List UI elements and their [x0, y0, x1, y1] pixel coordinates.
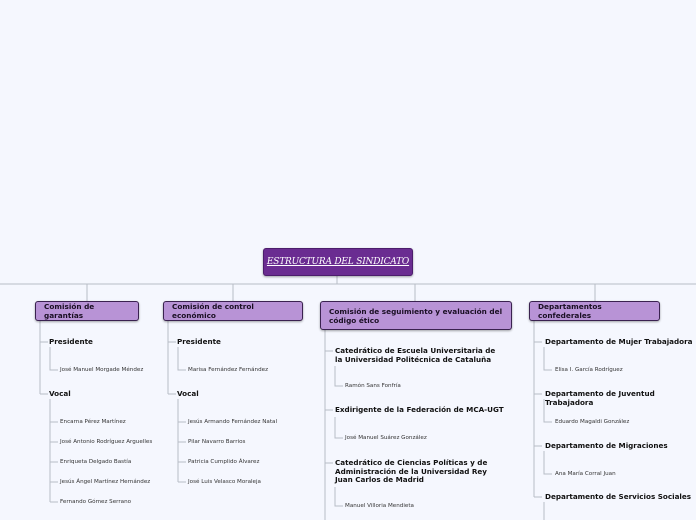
subtopic-servicios-sociales[interactable]: Departamento de Servicios Sociales [545, 492, 692, 501]
leaf-member[interactable]: José Antonio Rodríguez Arguelles [60, 439, 153, 445]
subtopic-migraciones[interactable]: Departamento de Migraciones [545, 441, 668, 450]
leaf-member[interactable]: José Manuel Suárez González [345, 435, 427, 441]
leaf-member[interactable]: Ramón Sans Fonfría [345, 383, 401, 389]
leaf-member[interactable]: José Manuel Morgade Méndez [60, 367, 144, 373]
leaf-member[interactable]: Eduardo Magaldi González [555, 419, 630, 425]
leaf-member[interactable]: Patricia Cumplido Álvarez [188, 459, 260, 465]
leaf-member[interactable]: Jesús Ángel Martínez Hernández [60, 479, 151, 485]
root-topic[interactable]: ESTRUCTURA DEL SINDICATO [263, 248, 413, 276]
leaf-member[interactable]: Jesús Armando Fernández Natal [188, 419, 278, 425]
branch-comision-garantias[interactable]: Comisión de garantías [35, 301, 139, 321]
leaf-member[interactable]: Enriqueta Delgado Bastía [60, 459, 132, 465]
leaf-member[interactable]: Marisa Fernández Fernández [188, 367, 269, 373]
subtopic-vocal[interactable]: Vocal [177, 389, 199, 398]
subtopic-vocal[interactable]: Vocal [49, 389, 71, 398]
subtopic-catedratico-urjc[interactable]: Catedrático de Ciencias Políticas y de Administración de la Universidad Rey Juan Carlos de Madrid [335, 458, 488, 485]
leaf-member[interactable]: Manuel Villoria Mendieta [345, 503, 414, 509]
branch-comision-seguimiento-codigo-etico[interactable]: Comisión de seguimiento y evaluación del código ético [320, 301, 512, 330]
subtopic-juventud-trabajadora[interactable]: Departamento de Juventud Trabajadora [545, 389, 655, 407]
subtopic-catedratico-upc[interactable]: Catedrático de Escuela Universitaria de la Universidad Politécnica de Cataluña [335, 346, 496, 364]
subtopic-presidente[interactable]: Presidente [49, 337, 93, 346]
leaf-member[interactable]: José Luis Velasco Moraleja [188, 479, 261, 485]
subtopic-presidente[interactable]: Presidente [177, 337, 221, 346]
leaf-member[interactable]: Pilar Navarro Barrios [188, 439, 246, 445]
branch-departamentos-confederales[interactable]: Departamentos confederales [529, 301, 660, 321]
leaf-member[interactable]: Elisa I. García Rodríguez [555, 367, 623, 373]
subtopic-exdirigente-mca-ugt[interactable]: Exdirigente de la Federación de MCA-UGT [335, 405, 504, 414]
leaf-member[interactable]: Encarna Pérez Martínez [60, 419, 126, 425]
subtopic-mujer-trabajadora[interactable]: Departamento de Mujer Trabajadora [545, 337, 693, 346]
branch-comision-control-economico[interactable]: Comisión de control económico [163, 301, 303, 321]
leaf-member[interactable]: Ana María Corral Juan [555, 471, 616, 477]
leaf-member[interactable]: Fernando Gómez Serrano [60, 499, 132, 505]
